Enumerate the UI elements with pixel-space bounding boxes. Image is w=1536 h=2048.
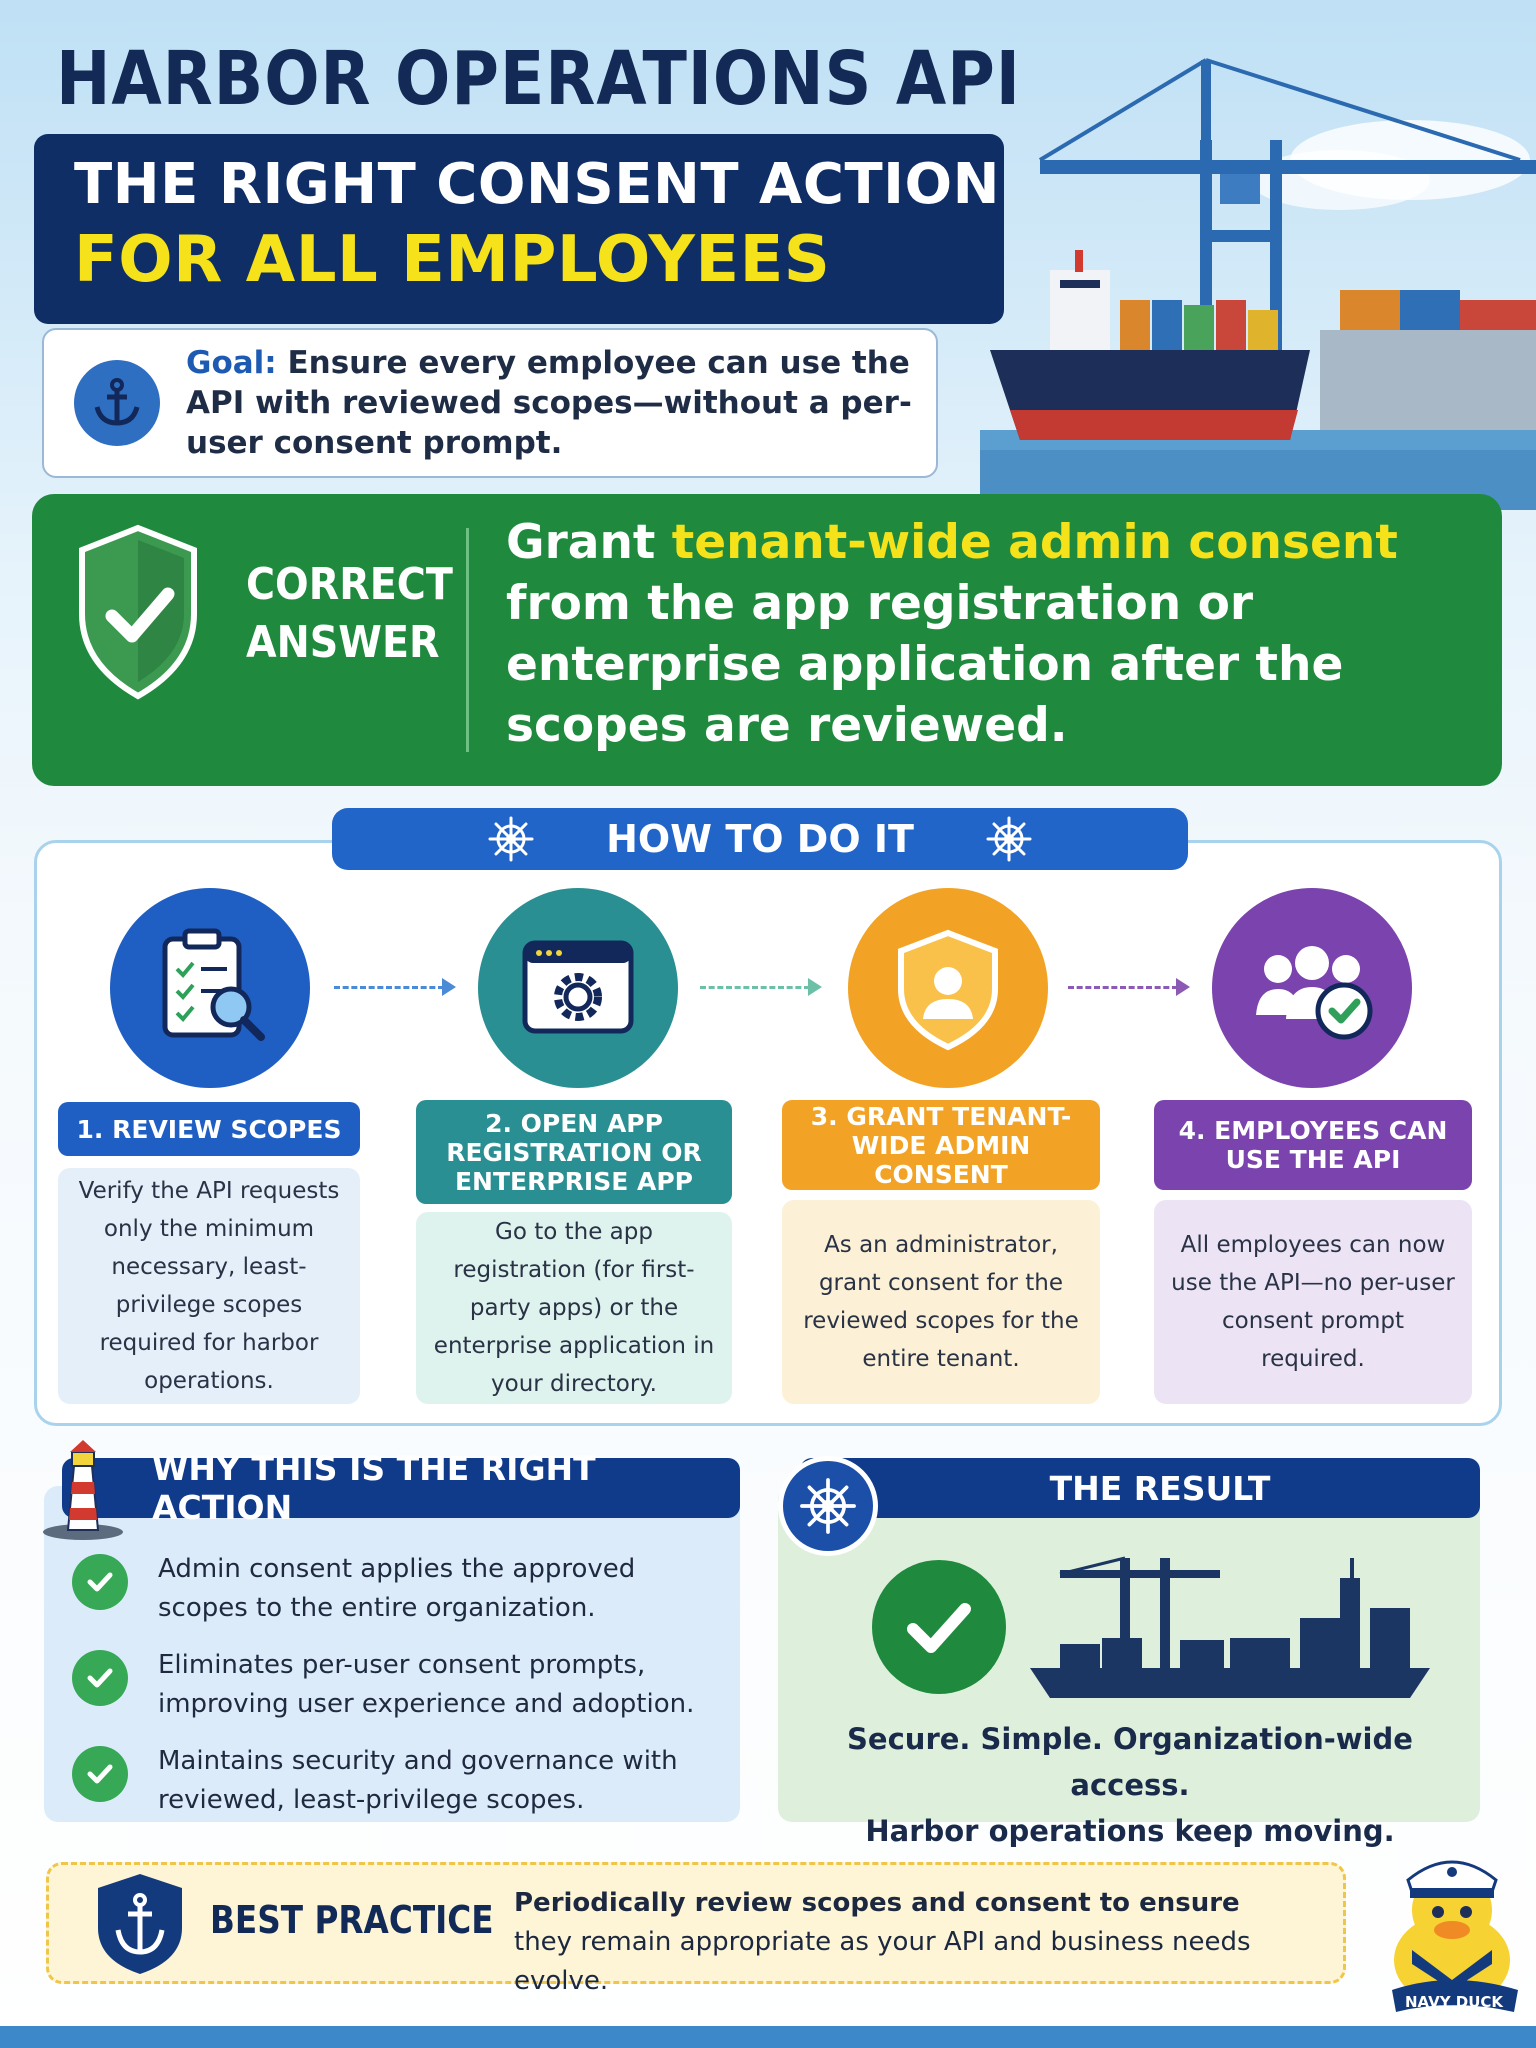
goal-box xyxy=(42,328,938,478)
best-practice-line-1: Periodically review scopes and consent to ensure xyxy=(514,1888,1240,1918)
users-check-icon xyxy=(1212,888,1412,1088)
ship-wheel-icon xyxy=(486,814,536,864)
correct-answer-label-line-1: CORRECT xyxy=(246,559,453,610)
check-icon xyxy=(72,1554,128,1610)
shield-check-icon xyxy=(76,524,200,700)
why-header: WHY THIS IS THE RIGHT ACTION xyxy=(62,1458,740,1518)
step-arrow xyxy=(1068,986,1178,989)
harbor-illustration xyxy=(980,30,1536,510)
goal-text xyxy=(186,343,916,463)
best-practice-label: BEST PRACTICE xyxy=(210,1898,494,1942)
check-icon xyxy=(72,1746,128,1802)
anchor-shield-icon xyxy=(94,1872,186,1976)
navy-duck-mascot xyxy=(1368,1840,1532,2020)
correct-answer-label-line-2: ANSWER xyxy=(246,617,440,668)
step-3-description: As an administrator, grant consent for the reviewed scopes for the entire tenant. xyxy=(782,1200,1100,1404)
result-line-1: Secure. Simple. Organization-wide access. xyxy=(847,1722,1413,1802)
why-item-text: Eliminates per-user consent prompts, improving user experience and adoption. xyxy=(158,1650,695,1719)
step-2-description: Go to the app registration (for first-party apps) or the enterprise application in your directory. xyxy=(416,1212,732,1404)
ship-wheel-icon xyxy=(984,814,1034,864)
how-to-header xyxy=(332,808,1188,870)
best-practice-line-2: they remain appropriate as your API and business needs evolve. xyxy=(514,1927,1251,1996)
answer-text-end: from the app registration or enterprise application after the scopes are reviewed. xyxy=(506,576,1344,753)
goal-body: Ensure every employee can use the API with reviewed scopes—without a per-user consent prompt. xyxy=(186,345,912,461)
correct-answer-label xyxy=(246,556,453,672)
answer-text-start: Grant xyxy=(506,515,672,570)
result-line-2: Harbor operations keep moving. xyxy=(865,1814,1395,1848)
best-practice-text xyxy=(514,1884,1344,2001)
page-title: HARBOR OPERATIONS API xyxy=(56,36,1021,122)
why-item-text: Maintains security and governance with reviewed, least-privilege scopes. xyxy=(158,1746,678,1815)
clipboard-search-icon xyxy=(110,888,310,1088)
subtitle-banner xyxy=(34,134,1004,324)
subtitle-line-1: THE RIGHT CONSENT ACTION xyxy=(74,152,1000,217)
arrow-right-icon xyxy=(1176,978,1190,996)
lighthouse-icon xyxy=(40,1436,126,1540)
why-item xyxy=(72,1742,722,1820)
why-item xyxy=(72,1550,722,1628)
arrow-right-icon xyxy=(442,978,456,996)
how-to-title: HOW TO DO IT xyxy=(606,817,914,861)
check-icon xyxy=(72,1650,128,1706)
result-header: THE RESULT xyxy=(800,1458,1480,1518)
ship-wheel-icon xyxy=(778,1456,878,1556)
anchor-icon xyxy=(74,360,160,446)
subtitle-line-2: FOR ALL EMPLOYEES xyxy=(74,223,831,297)
answer-text-highlight: tenant-wide admin consent xyxy=(671,515,1398,570)
harbor-silhouette-icon xyxy=(1030,1548,1430,1704)
mascot-label: NAVY DUCK xyxy=(1404,1993,1504,2011)
answer-divider xyxy=(466,528,469,752)
step-4-title: 4. EMPLOYEES CAN USE THE API xyxy=(1154,1100,1472,1190)
app-window-gear-icon xyxy=(478,888,678,1088)
why-item-text: Admin consent applies the approved scopes to the entire organization. xyxy=(158,1554,636,1623)
bottom-water-strip xyxy=(0,2026,1536,2048)
step-1-title: 1. REVIEW SCOPES xyxy=(58,1102,360,1156)
step-4-description: All employees can now use the API—no per-user consent prompt required. xyxy=(1154,1200,1472,1404)
arrow-right-icon xyxy=(808,978,822,996)
shield-user-icon xyxy=(848,888,1048,1088)
why-item xyxy=(72,1646,722,1724)
correct-answer-text xyxy=(506,512,1486,756)
goal-label: Goal: xyxy=(186,345,277,381)
step-3-title: 3. GRANT TENANT-WIDE ADMIN CONSENT xyxy=(782,1100,1100,1190)
check-circle-icon xyxy=(872,1560,1006,1694)
step-2-title: 2. OPEN APP REGISTRATION OR ENTERPRISE APP xyxy=(416,1100,732,1204)
step-arrow xyxy=(700,986,810,989)
result-text xyxy=(790,1716,1470,1854)
step-arrow xyxy=(334,986,444,989)
step-1-description: Verify the API requests only the minimum necessary, least-privilege scopes required for harbor operations. xyxy=(58,1168,360,1404)
